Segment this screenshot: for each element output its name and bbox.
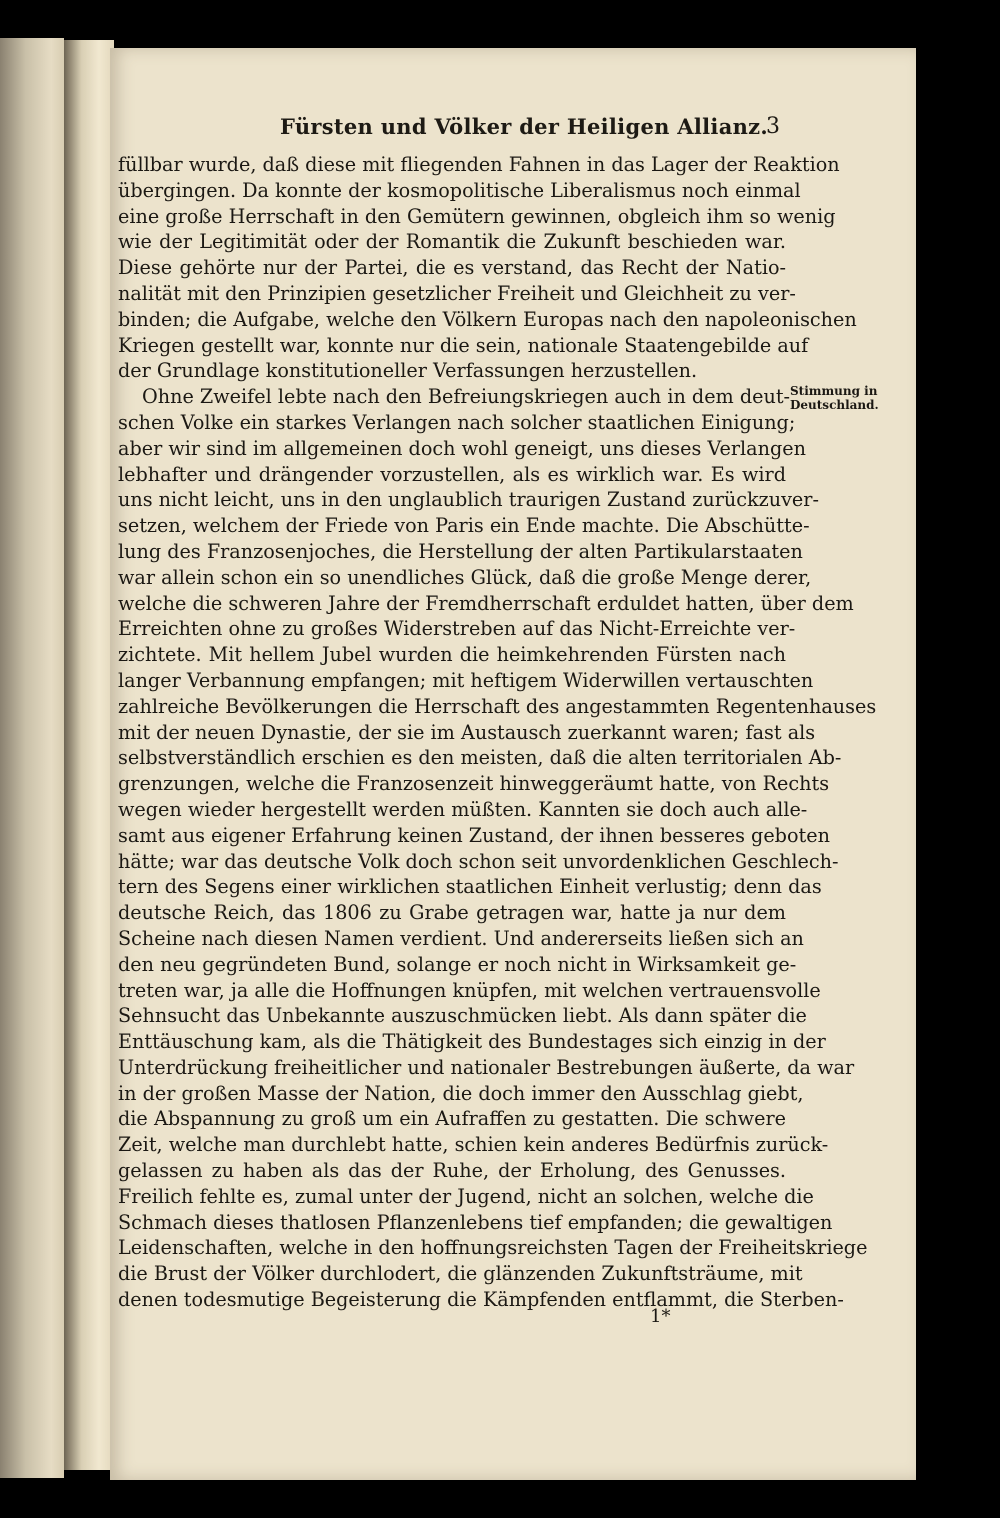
text-line: Sehnsucht das Unbekannte auszuschmücken liebt. Als dann später die [118,1004,807,1028]
text-line: langer Verbannung empfangen; mit heftigem Widerwillen vertauschten [118,668,814,692]
text-line: füllbar wurde, daß diese mit fliegenden Fahnen in das Lager der Reaktion [118,153,840,176]
text-line: mit der neuen Dynastie, der sie im Austausch zuerkannt waren; fast als [118,720,816,744]
text-line: Unterdrückung freiheitlicher und nationaler Bestrebungen äußerte, da war [118,1055,855,1079]
text-line: war allein schon ein so unendliches Glück, daß die große Menge derer, [118,565,812,589]
text-line: Schmach dieses thatlosen Pflanzenlebens tief empfanden; die gewaltigen [118,1210,833,1234]
text-line: eine große Herrschaft in den Gemütern gewinnen, obgleich ihm so wenig [118,204,836,228]
text-line: Diese gehörte nur der Partei, die es verstand, das Recht der Natio- [118,256,786,280]
text-line: denen todesmutige Begeisterung die Kämpfenden entflammt, die Sterben- [118,1288,844,1312]
header-title: Fürsten und Völker der Heiligen Allianz. [280,114,769,139]
text-line: Freilich fehlte es, zumal unter der Jugend, nicht an solchen, welche die [118,1184,814,1208]
text-line: in der großen Masse der Nation, die doch immer den Ausschlag giebt, [118,1081,804,1105]
text-line: zichtete. Mit hellem Jubel wurden die heimkehrenden Fürsten nach [118,643,786,667]
page-number: 3 [766,114,780,139]
text-line: uns nicht leicht, uns in den unglaublich traurigen Zustand zurückzuver- [118,488,819,512]
text-line: wie der Legitimität oder der Romantik die Zukunft beschieden war. [118,230,786,254]
text-line: Scheine nach diesen Namen verdient. Und andererseits ließen sich an [118,926,804,950]
text-line: die Brust der Völker durchlodert, die glänzenden Zukunftsträume, mit [118,1262,803,1286]
text-line: gelassen zu haben als das der Ruhe, der Erholung, des Genusses. [118,1159,786,1183]
text-line: Erreichten ohne zu großes Widerstreben auf das Nicht-Erreichte ver- [118,617,796,641]
text-line: übergingen. Da konnte der kosmopolitische Liberalismus noch einmal [118,178,801,202]
text-line: samt aus eigener Erfahrung keinen Zustand, der ihnen besseres geboten [118,823,830,847]
margin-note [790,384,910,412]
text-line: tern des Segens einer wirklichen staatlichen Einheit verlustig; denn das [118,875,822,899]
text-line: aber wir sind im allgemeinen doch wohl geneigt, uns dieses Verlangen [118,436,806,460]
text-line: die Abspannung zu groß um ein Aufraffen zu gestatten. Die schwere [118,1107,786,1131]
book-spine [64,40,114,1470]
text-line: grenzungen, welche die Franzosenzeit hinweggeräumt hatte, von Rechts [118,772,830,796]
margin-note-line: Stimmung in [790,384,878,398]
text-line: hätte; war das deutsche Volk doch schon seit unvordenklichen Geschlech- [118,849,839,873]
signature-mark: 1* [650,1306,671,1327]
book-page [110,48,916,1480]
text-line: Zeit, welche man durchlebt hatte, schien kein anderes Bedürfnis zurück- [118,1133,829,1157]
text-line: nalität mit den Prinzipien gesetzlicher Freiheit und Gleichheit zu ver- [118,281,796,305]
left-page-edge [0,38,64,1478]
text-line: Ohne Zweifel lebte nach den Befreiungskriegen auch in dem deut- [142,385,791,409]
text-line: binden; die Aufgabe, welche den Völkern Europas nach den napoleonischen [118,307,857,331]
text-line: selbstverständlich erschien es den meisten, daß die alten territorialen Ab- [118,746,842,770]
text-line: Enttäuschung kam, als die Thätigkeit des Bundestages sich einzig in der [118,1030,826,1054]
text-line: deutsche Reich, das 1806 zu Grabe getragen war, hatte ja nur dem [118,901,786,925]
text-line: welche die schweren Jahre der Fremdherrschaft erduldet hatten, über dem [118,591,854,615]
text-line: der Grundlage konstitutioneller Verfassungen herzustellen. [118,359,698,383]
text-line: treten war, ja alle die Hoffnungen knüpfen, mit welchen vertrauensvolle [118,978,821,1002]
text-line: lung des Franzosenjoches, die Herstellung der alten Partikularstaaten [118,539,803,563]
text-line: den neu gegründeten Bund, solange er noch nicht in Wirksamkeit ge- [118,952,797,976]
text-line: schen Volke ein starkes Verlangen nach solcher staatlichen Einigung; [118,410,796,434]
text-line: wegen wieder hergestellt werden müßten. Kannten sie doch auch alle- [118,797,808,821]
text-line: zahlreiche Bevölkerungen die Herrschaft des angestammten Regentenhauses [118,694,877,718]
running-header [110,114,916,154]
text-line: Kriegen gestellt war, konnte nur die sein, nationale Staatengebilde auf [118,333,809,357]
margin-note-line: Deutschland. [790,398,879,412]
text-line: Leidenschaften, welche in den hoffnungsreichsten Tagen der Freiheitskriege [118,1236,868,1260]
text-line: setzen, welchem der Friede von Paris ein Ende machte. Die Abschütte- [118,514,810,538]
text-line: lebhafter und drängender vorzustellen, als es wirklich war. Es wird [118,462,786,486]
